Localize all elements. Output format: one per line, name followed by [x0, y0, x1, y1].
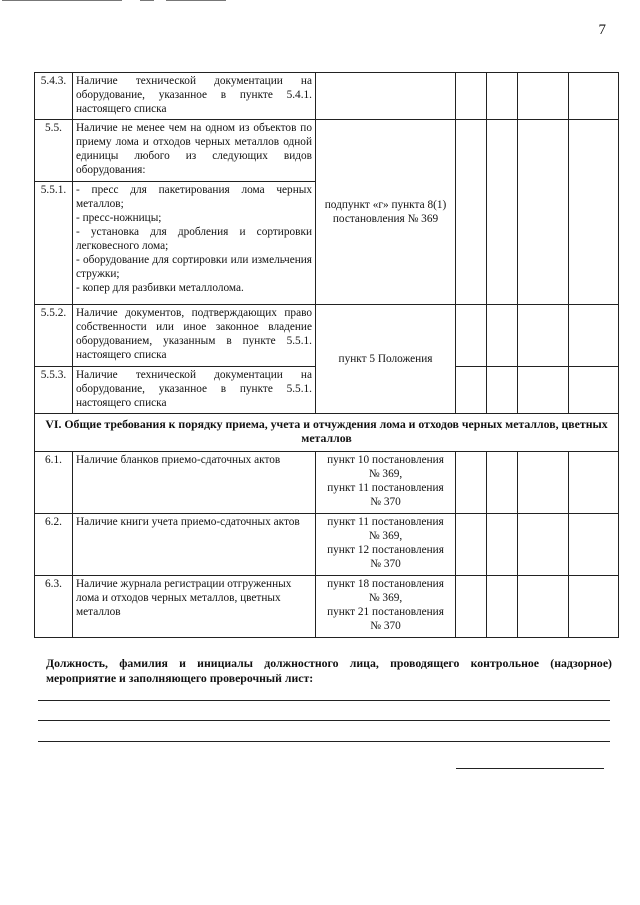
row-number: 5.5.2.	[35, 305, 73, 367]
table-row	[35, 73, 619, 120]
legal-reference	[316, 452, 456, 514]
scan-top-marks	[0, 0, 640, 4]
checklist-table	[34, 72, 619, 638]
equipment-item: - оборудование для сортировки или измельчения стружки;	[76, 254, 312, 280]
answer-na-cell[interactable]	[518, 367, 569, 414]
reference-line: № 370	[370, 558, 401, 570]
answer-no-cell[interactable]	[487, 367, 518, 414]
answer-no-cell[interactable]	[487, 120, 518, 305]
reference-line: пункт 21 постановления	[327, 606, 444, 618]
page-number: 7	[598, 22, 606, 38]
reference-line: № 370	[370, 620, 401, 632]
requirement-text: Наличие документов, подтверждающих право собственности или иное законное владение оборудованием, указанным в пункте 5.5.1. настоящего списка	[73, 305, 316, 367]
section-header-row	[35, 414, 619, 452]
row-number: 6.2.	[35, 514, 73, 576]
inspector-signature-caption: Должность, фамилия и инициалы должностного лица, проводящего контрольное (надзорное) мероприятие и заполняющего проверочный лист:	[46, 656, 612, 685]
answer-na-cell[interactable]	[518, 305, 569, 367]
comment-cell[interactable]	[569, 452, 619, 514]
comment-cell[interactable]	[569, 367, 619, 414]
requirement-text: Наличие журнала регистрации отгруженных лома и отходов черных металлов, цветных металлов	[73, 576, 316, 638]
table-row	[35, 120, 619, 182]
signature-line[interactable]	[38, 720, 610, 721]
legal-reference	[316, 514, 456, 576]
requirement-text: Наличие технической документации на оборудование, указанное в пункте 5.4.1. настоящего списка	[73, 73, 316, 120]
signature-line[interactable]	[456, 768, 604, 769]
reference-line: пункт 11 постановления	[327, 482, 444, 494]
answer-na-cell[interactable]	[518, 120, 569, 305]
answer-yes-cell[interactable]	[456, 367, 487, 414]
requirement-text	[73, 182, 316, 305]
comment-cell[interactable]	[569, 514, 619, 576]
table-row	[35, 452, 619, 514]
row-number: 5.5.1.	[35, 182, 73, 305]
reference-line: № 369,	[368, 592, 403, 604]
signature-line[interactable]	[38, 700, 610, 701]
legal-reference	[316, 576, 456, 638]
comment-cell[interactable]	[569, 120, 619, 305]
reference-line: № 370	[370, 496, 401, 508]
requirement-text: Наличие бланков приемо-сдаточных актов	[73, 452, 316, 514]
answer-no-cell[interactable]	[487, 514, 518, 576]
answer-no-cell[interactable]	[487, 452, 518, 514]
table-row	[35, 576, 619, 638]
signature-line[interactable]	[38, 741, 610, 742]
equipment-item: - пресс для пакетирования лома черных металлов;	[76, 184, 312, 210]
answer-yes-cell[interactable]	[456, 120, 487, 305]
requirement-text: Наличие книги учета приемо-сдаточных актов	[73, 514, 316, 576]
reference-line: пункт 11 постановления	[327, 516, 444, 528]
answer-na-cell[interactable]	[518, 73, 569, 120]
row-number: 5.5.3.	[35, 367, 73, 414]
answer-no-cell[interactable]	[487, 73, 518, 120]
row-number: 6.3.	[35, 576, 73, 638]
answer-na-cell[interactable]	[518, 514, 569, 576]
answer-no-cell[interactable]	[487, 305, 518, 367]
row-number: 5.4.3.	[35, 73, 73, 120]
requirement-text: Наличие не менее чем на одном из объектов по приему лома и отходов черных металлов одной единицы любого из следующих видов оборудования:	[73, 120, 316, 182]
empty-reference-cell	[316, 73, 456, 120]
row-number: 5.5.	[35, 120, 73, 182]
table-row	[35, 514, 619, 576]
answer-yes-cell[interactable]	[456, 514, 487, 576]
reference-line: № 369,	[368, 530, 403, 542]
reference-line: № 369,	[368, 468, 403, 480]
answer-yes-cell[interactable]	[456, 73, 487, 120]
reference-line: пункт 12 постановления	[327, 544, 444, 556]
answer-yes-cell[interactable]	[456, 452, 487, 514]
equipment-item: - копер для разбивки металлолома.	[76, 282, 244, 294]
answer-na-cell[interactable]	[518, 576, 569, 638]
answer-na-cell[interactable]	[518, 452, 569, 514]
section-title: VI. Общие требования к порядку приема, учета и отчуждения лома и отходов черных металлов, цветных металлов	[35, 414, 619, 452]
answer-yes-cell[interactable]	[456, 305, 487, 367]
legal-reference: пункт 5 Положения	[316, 305, 456, 414]
answer-yes-cell[interactable]	[456, 576, 487, 638]
table-row	[35, 305, 619, 367]
reference-line: пункт 10 постановления	[327, 454, 444, 466]
equipment-item: - установка для дробления и сортировки легковесного лома;	[76, 226, 312, 252]
reference-line: пункт 18 постановления	[327, 578, 444, 590]
comment-cell[interactable]	[569, 305, 619, 367]
legal-reference: подпункт «г» пункта 8(1) постановления № 369	[316, 120, 456, 305]
equipment-item: - пресс-ножницы;	[76, 212, 162, 224]
comment-cell[interactable]	[569, 73, 619, 120]
requirement-text: Наличие технической документации на оборудование, указанное в пункте 5.5.1. настоящего списка	[73, 367, 316, 414]
row-number: 6.1.	[35, 452, 73, 514]
answer-no-cell[interactable]	[487, 576, 518, 638]
comment-cell[interactable]	[569, 576, 619, 638]
